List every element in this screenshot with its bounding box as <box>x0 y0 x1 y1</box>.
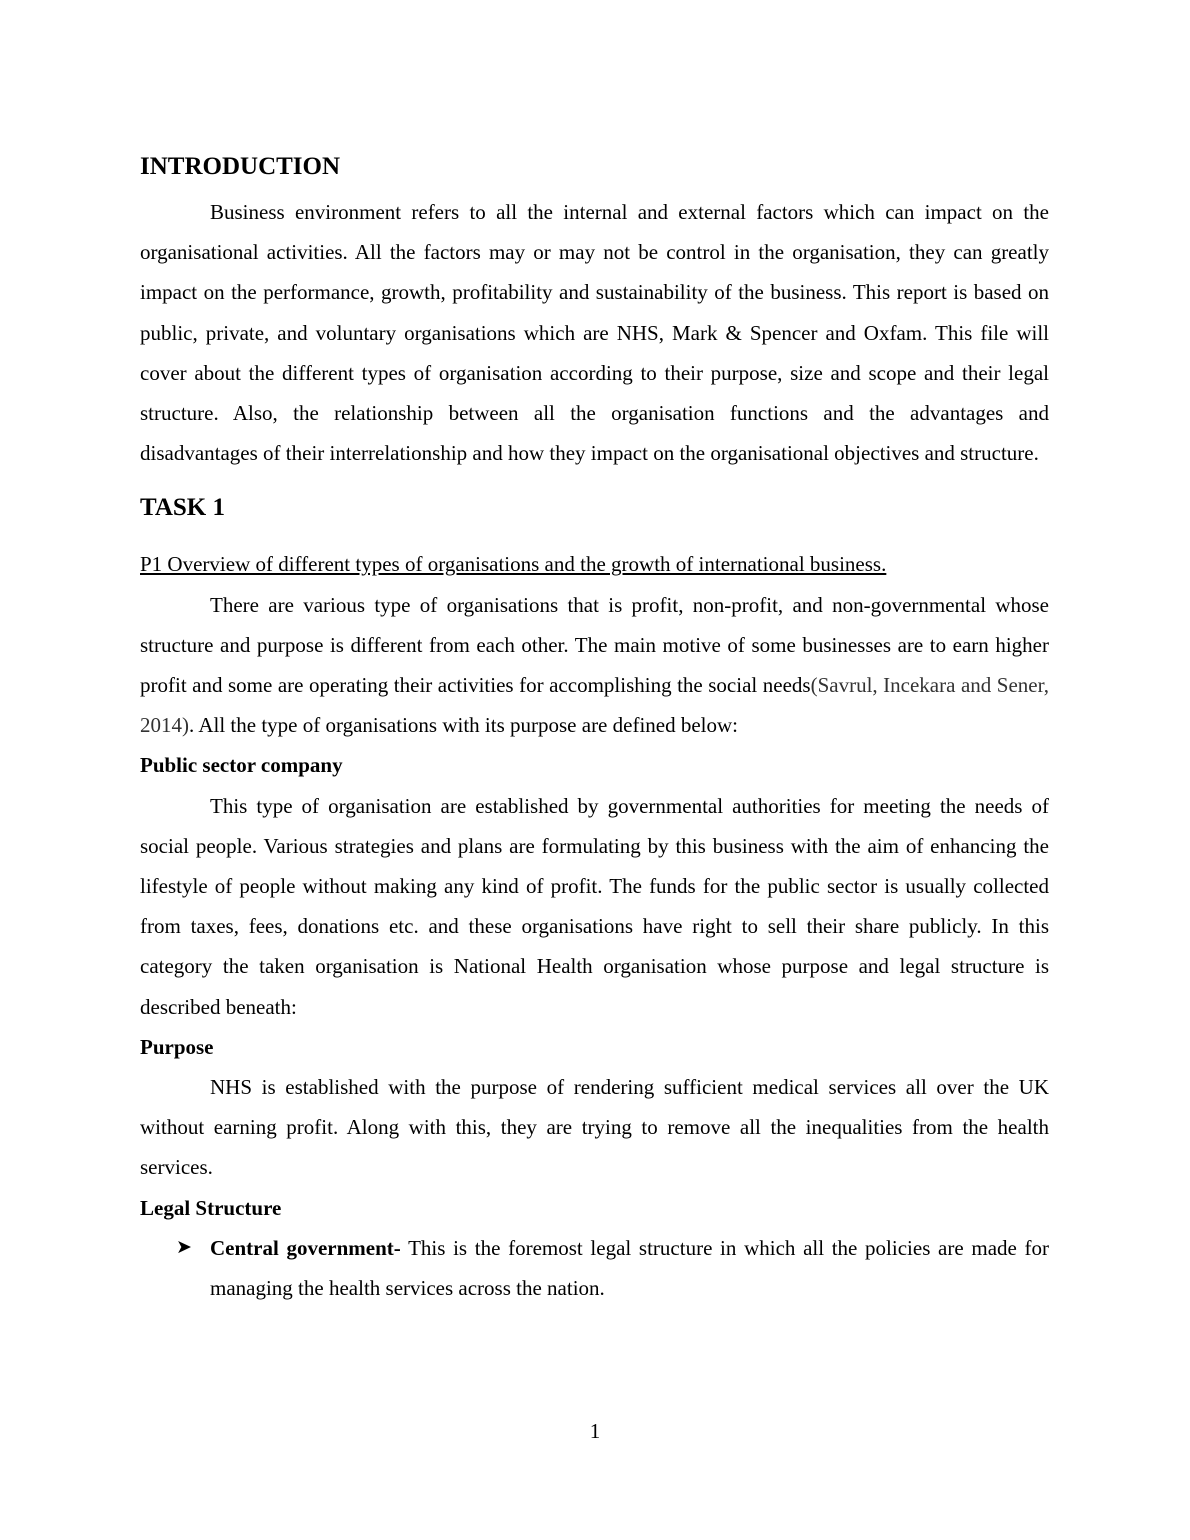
public-sector-paragraph: This type of organisation are established by governmental authorities for meeting the needs of social people. Various strategies and plans are formulating by this business with the aim of enhancing the lifestyle of people without making any kind of profit. The funds for the public sector is usually collected from taxes, fees, donations etc. and these organisations have right to sell their share publicly. In this category the taken organisation is National Health organisation whose purpose and legal structure is described beneath: <box>140 793 1049 1019</box>
bullet-text: This is the foremost legal structure in which all the policies are made for managing the health services across the nation. <box>210 1235 1049 1301</box>
legal-structure-list <box>140 1228 1049 1308</box>
list-item <box>140 1228 1049 1308</box>
intro-heading: INTRODUCTION <box>140 153 341 180</box>
arrow-bullet-icon: ➤ <box>176 1236 192 1258</box>
intro-paragraph: Business environment refers to all the internal and external factors which can impact on the organisational activities. All the factors may or may not be control in the organisation, they can greatly impact on the performance, growth, profitability and sustainability of the business. This report is based on public, private, and voluntary organisations which are NHS, Mark & Spencer and Oxfam. This file will cover about the different types of organisation according to their purpose, size and scope and their legal structure. Also, the relationship between all the organisation functions and the advantages and disadvantages of their interrelationship and how they impact on the organisational objectives and structure. <box>140 200 1049 466</box>
document-page <box>140 150 1049 1308</box>
p1-heading: P1 Overview of different types of organisations and the growth of international business. <box>140 552 887 577</box>
purpose-paragraph: NHS is established with the purpose of rendering sufficient medical services all over the UK without earning profit. Along with this, they are trying to remove all the inequalities from the health services. <box>140 1075 1049 1180</box>
purpose-heading: Purpose <box>140 1034 214 1059</box>
bullet-bold-label: Central government- <box>210 1235 401 1260</box>
public-sector-heading: Public sector company <box>140 753 343 778</box>
task-heading: TASK 1 <box>140 494 225 522</box>
p1-paragraph <box>140 585 1049 746</box>
page-number: 1 <box>589 1419 601 1443</box>
p1-citation: (Savrul, Incekara and Sener, 2014) <box>140 673 1049 738</box>
p1-paragraph-start: There are various type of organisations that is profit, non-profit, and non-governmental whose structure and purpose is different from each other. The main motive of some businesses are to earn higher profit and some are operating their activities for accomplishing the social needs <box>140 592 1049 698</box>
legal-structure-heading: Legal Structure <box>140 1195 282 1220</box>
p1-paragraph-end: . All the type of organisations with its purpose are defined below: <box>189 713 739 738</box>
